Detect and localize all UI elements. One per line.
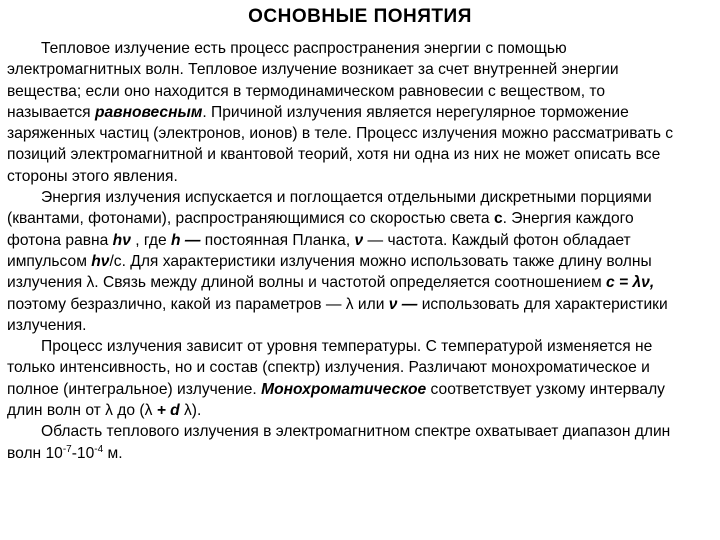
exponent-2: -4 bbox=[94, 443, 104, 455]
paragraph-2 bbox=[7, 187, 687, 336]
p1-text-b: . Причиной излучения является нерегулярное торможение заряженных частиц (электронов, ионов) в теле. Процесс излучения можно рассматривать с позиций электромагнитной и квантовой теорий, хотя ни одна из них не может описать все стороны этого явления. bbox=[7, 103, 674, 185]
frequency-symbol: ν bbox=[354, 231, 364, 249]
p2-text-a: Энергия излучения испускается и поглощается отдельными дискретными порциями (квантами, фотонами), распространяющимися со скоростью света bbox=[7, 189, 652, 228]
p4-text-b: -10 bbox=[71, 444, 95, 462]
speed-of-light-symbol: с bbox=[493, 210, 503, 228]
planck-symbol: h — bbox=[170, 231, 201, 249]
momentum-formula: hν bbox=[91, 252, 110, 270]
p2-text-e: — частота. Каждый фотон обладает импульсом bbox=[7, 231, 631, 270]
d-lambda-symbol: + d bbox=[156, 402, 180, 420]
p3-text-b: соответствует узкому интервалу длин волн от λ до (λ bbox=[7, 380, 665, 420]
p2-text-g: поэтому безразлично, какой из параметров — λ или bbox=[7, 295, 389, 313]
p1-text-a: Тепловое излучение есть процесс распространения энергии с помощью электромагнитных волн. Тепловое излучение возникает за счет внутренней энергии вещества; если оно находится в термодинамическом равновесии с веществом, то называется bbox=[7, 40, 619, 121]
p2-text-b: . Энергия каждого фотона равна bbox=[7, 210, 634, 249]
p3-text-c: λ). bbox=[179, 402, 202, 420]
paragraph-1 bbox=[7, 38, 687, 187]
p2-text-f: /с. Для характеристики излучения можно использовать также длину волны излучения λ. Связь между длиной волны и частотой определяется соотношением bbox=[7, 252, 652, 292]
exponent-1: -7 bbox=[62, 443, 72, 455]
p4-text-c: м. bbox=[103, 444, 123, 462]
page-title: ОСНОВНЫЕ ПОНЯТИЯ bbox=[248, 6, 472, 27]
frequency-symbol-2: ν — bbox=[388, 295, 418, 313]
body-text bbox=[7, 38, 687, 464]
photon-energy-formula: hν bbox=[112, 231, 131, 249]
term-equilibrium: равновесным bbox=[94, 103, 203, 121]
paragraph-3 bbox=[7, 336, 687, 421]
term-monochromatic: Монохроматическое bbox=[261, 380, 427, 398]
p2-text-c2: , где bbox=[130, 231, 171, 249]
p2-text-d: постоянная Планка, bbox=[200, 231, 355, 249]
p2-text-h: использовать для характеристики излучения. bbox=[7, 295, 668, 334]
p4-text-a: Область теплового излучения в электромагнитном спектре охватывает диапазон длин волн 10 bbox=[7, 423, 671, 462]
wave-relation-formula: с = λν, bbox=[606, 274, 655, 292]
paragraph-4 bbox=[7, 421, 687, 464]
p3-text-a: Процесс излучения зависит от уровня температуры. С температурой изменяется не только интенсивность, но и состав (спектр) излучения. Различают монохроматическое и полное (интегральное) излучение. bbox=[7, 338, 653, 398]
